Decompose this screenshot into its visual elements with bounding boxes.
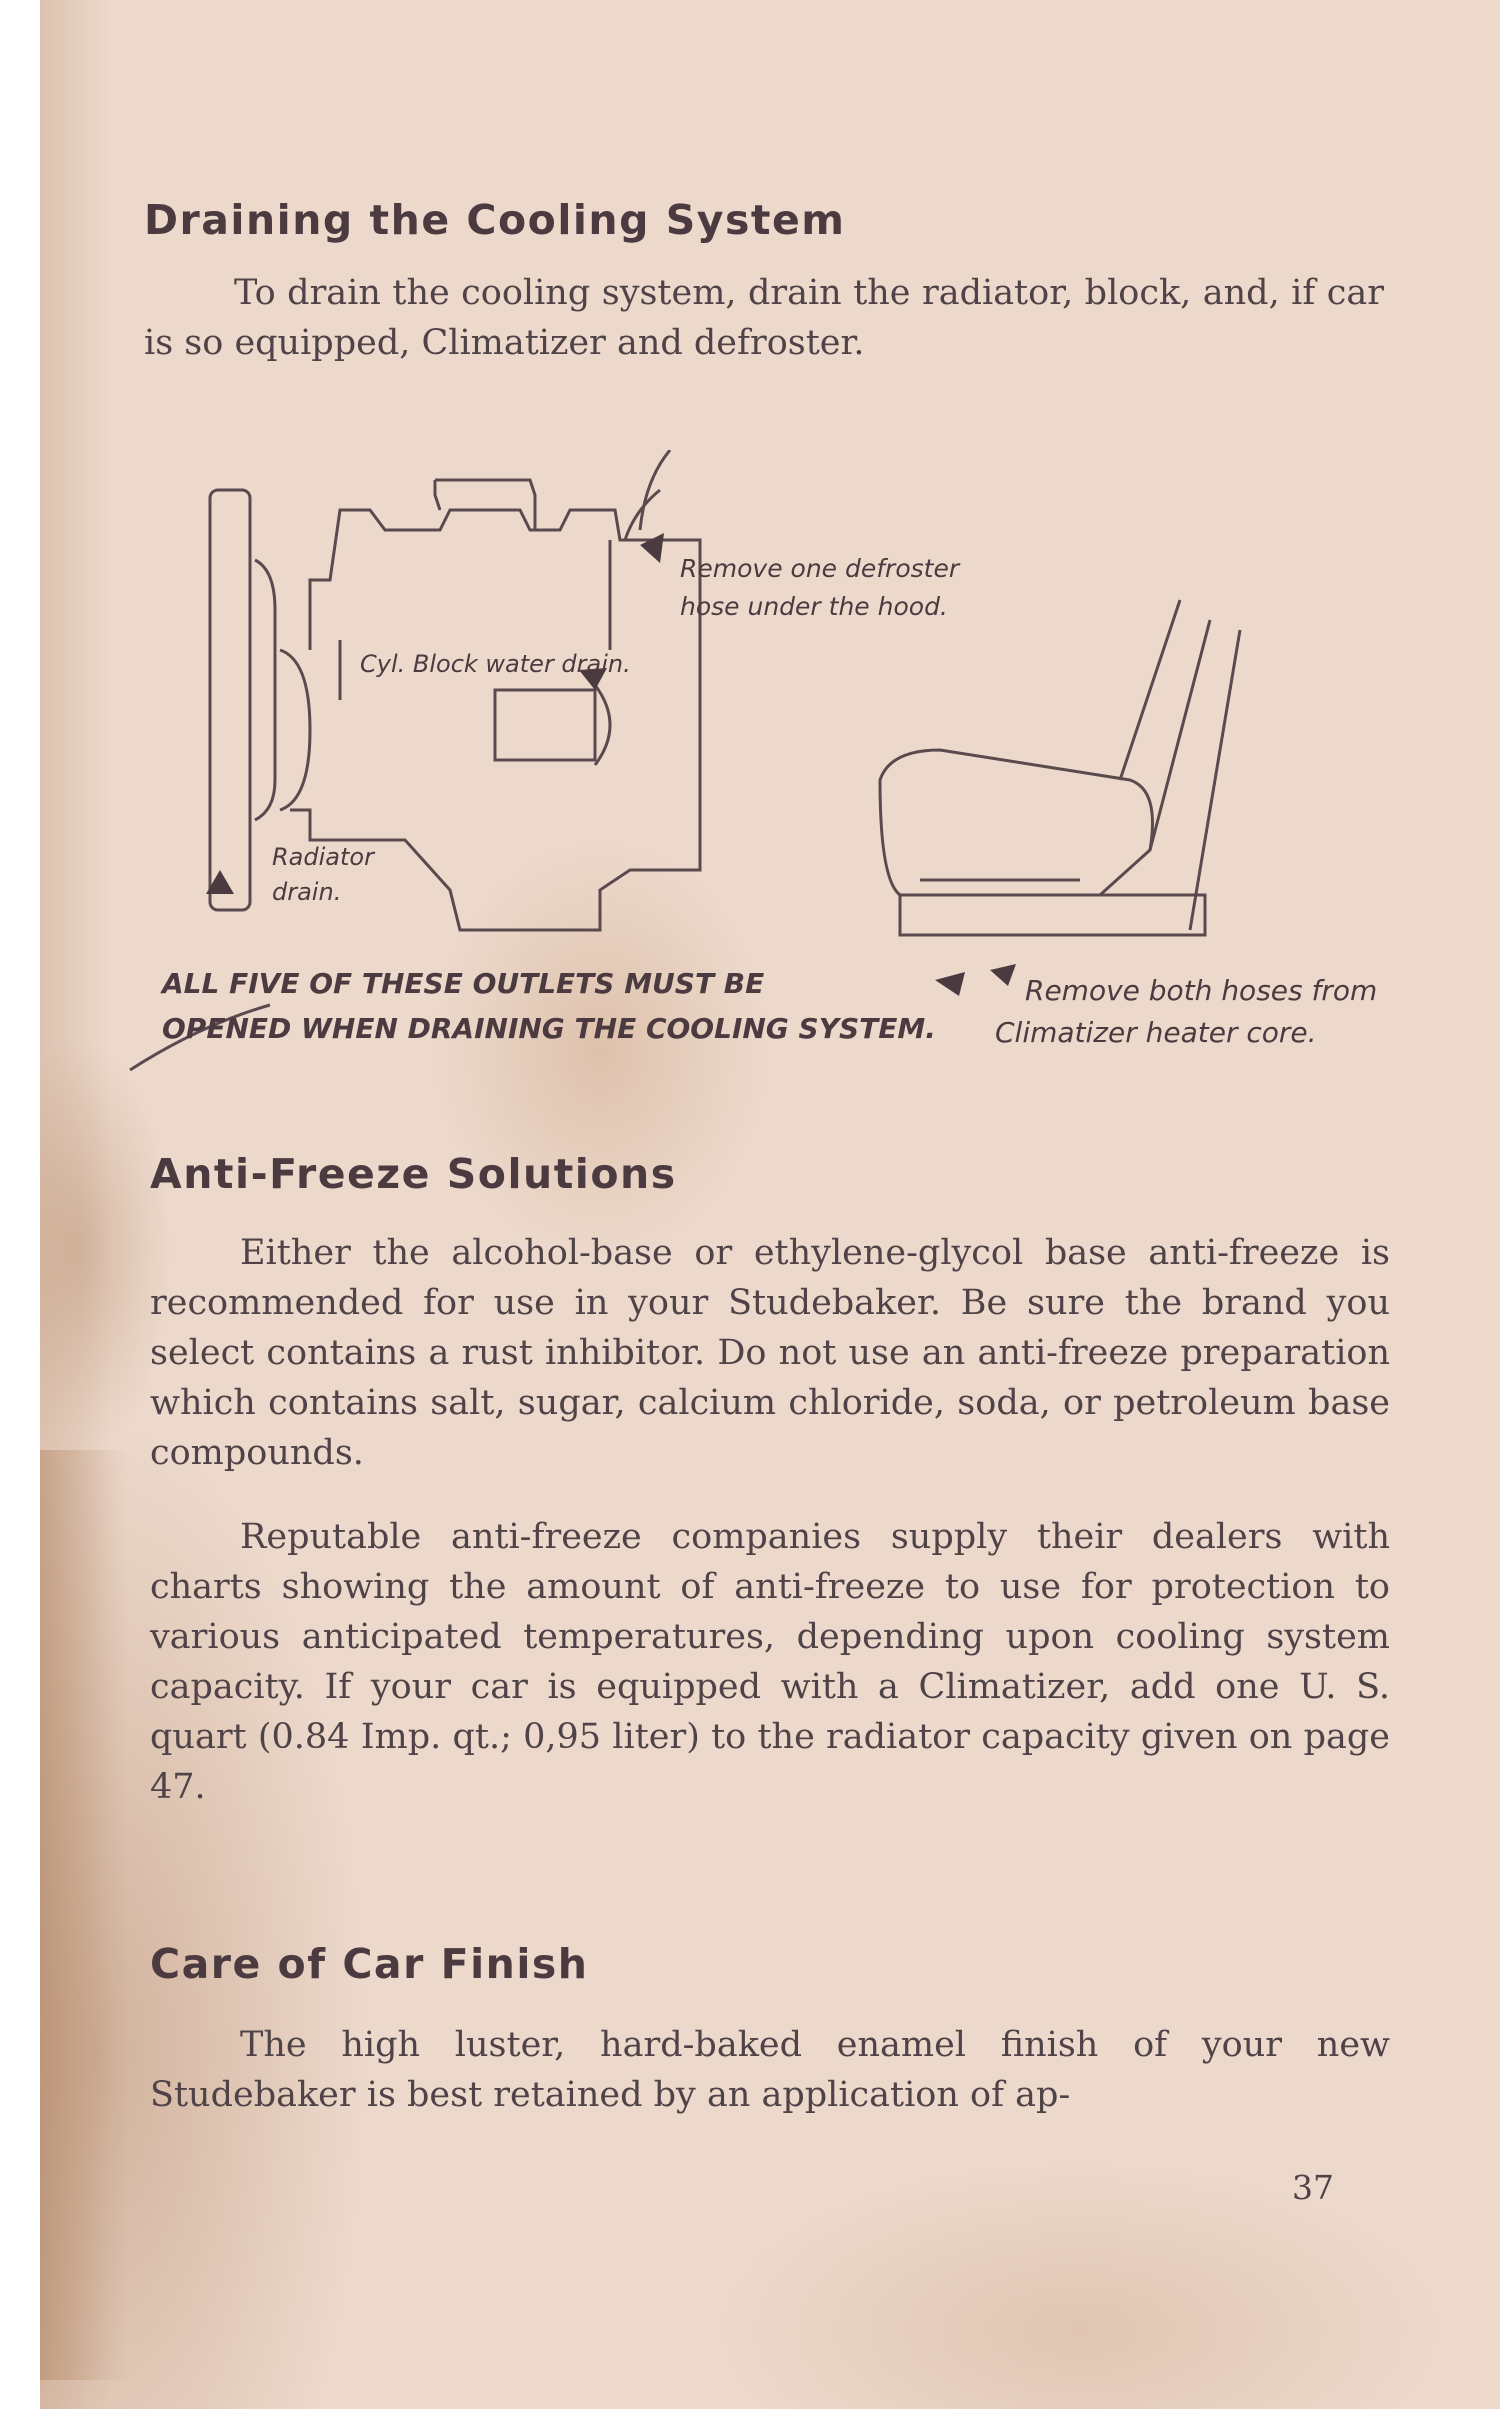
starter-end <box>595 685 610 765</box>
seat-cushion <box>880 750 1153 895</box>
finish-paragraph: The high luster, hard-baked enamel finish of your new Studebaker is best retained by an application of ap- <box>150 2025 1390 2115</box>
diagram-svg <box>40 450 1500 1090</box>
finish-heading: Care of Car Finish <box>150 1940 589 1988</box>
defroster-arrow-icon <box>640 533 664 563</box>
radiator-label-line1: Radiator <box>272 843 374 871</box>
page-number: 37 <box>1292 2168 1334 2207</box>
climatizer-label-line1: Remove both hoses from <box>1025 974 1378 1007</box>
air-cleaner-edge <box>435 480 440 510</box>
climatizer-arrow-icon-1 <box>935 972 965 996</box>
starter-shape <box>495 690 595 760</box>
caption-line1: ALL FIVE OF THESE OUTLETS MUST BE <box>162 967 765 1000</box>
cooling-heading: Draining the Cooling System <box>144 196 846 244</box>
seat-back-line-1 <box>1120 600 1180 780</box>
defroster-hose <box>640 450 670 530</box>
caption-line2: OPENED WHEN DRAINING THE COOLING SYSTEM. <box>162 1012 936 1045</box>
cooling-system-diagram <box>40 450 1500 1090</box>
antifreeze-paragraph-2: Reputable anti-freeze companies supply their dealers with charts showing the amount of anti-freeze to use for protection to various anticipated temperatures, depending upon cooling system capacity. If your car is equipped with a Climatizer, add one U. S. quart (0.84 Imp. qt.; 0,95 liter) to the radiator capacity given on page 47. <box>150 1517 1390 1807</box>
air-cleaner-shape <box>435 480 535 530</box>
antifreeze-paragraph-1: Either the alcohol-base or ethylene-glycol base anti-freeze is recommended for use in your Studebaker. Be sure the brand you select contains a rust inhibitor. Do not use an anti-freeze preparation which contains salt, sugar, calcium chloride, soda, or petroleum base compounds. <box>150 1233 1390 1473</box>
defroster-label-line2: hose under the hood. <box>680 592 948 621</box>
radiator-side <box>255 560 275 820</box>
climatizer-label-line2: Climatizer heater core. <box>995 1016 1317 1049</box>
manual-page <box>40 0 1500 2409</box>
cooling-paragraph: To drain the cooling system, drain the radiator, block, and, if car is so equipped, Climatizer and defroster. <box>144 273 1384 363</box>
seat-back-line-3 <box>1190 630 1240 930</box>
antifreeze-heading: Anti-Freeze Solutions <box>150 1150 677 1198</box>
heater-core-shape <box>900 895 1205 935</box>
page-stain <box>40 1450 130 2380</box>
block-drain-label: Cyl. Block water drain. <box>360 650 631 678</box>
radiator-label-line2: drain. <box>272 878 342 906</box>
climatizer-arrow-icon-2 <box>990 964 1016 986</box>
seat-back-line-2 <box>1150 620 1210 850</box>
radiator-shape <box>210 490 250 910</box>
defroster-label-line1: Remove one defroster <box>680 554 960 583</box>
fan-shape <box>280 650 310 810</box>
